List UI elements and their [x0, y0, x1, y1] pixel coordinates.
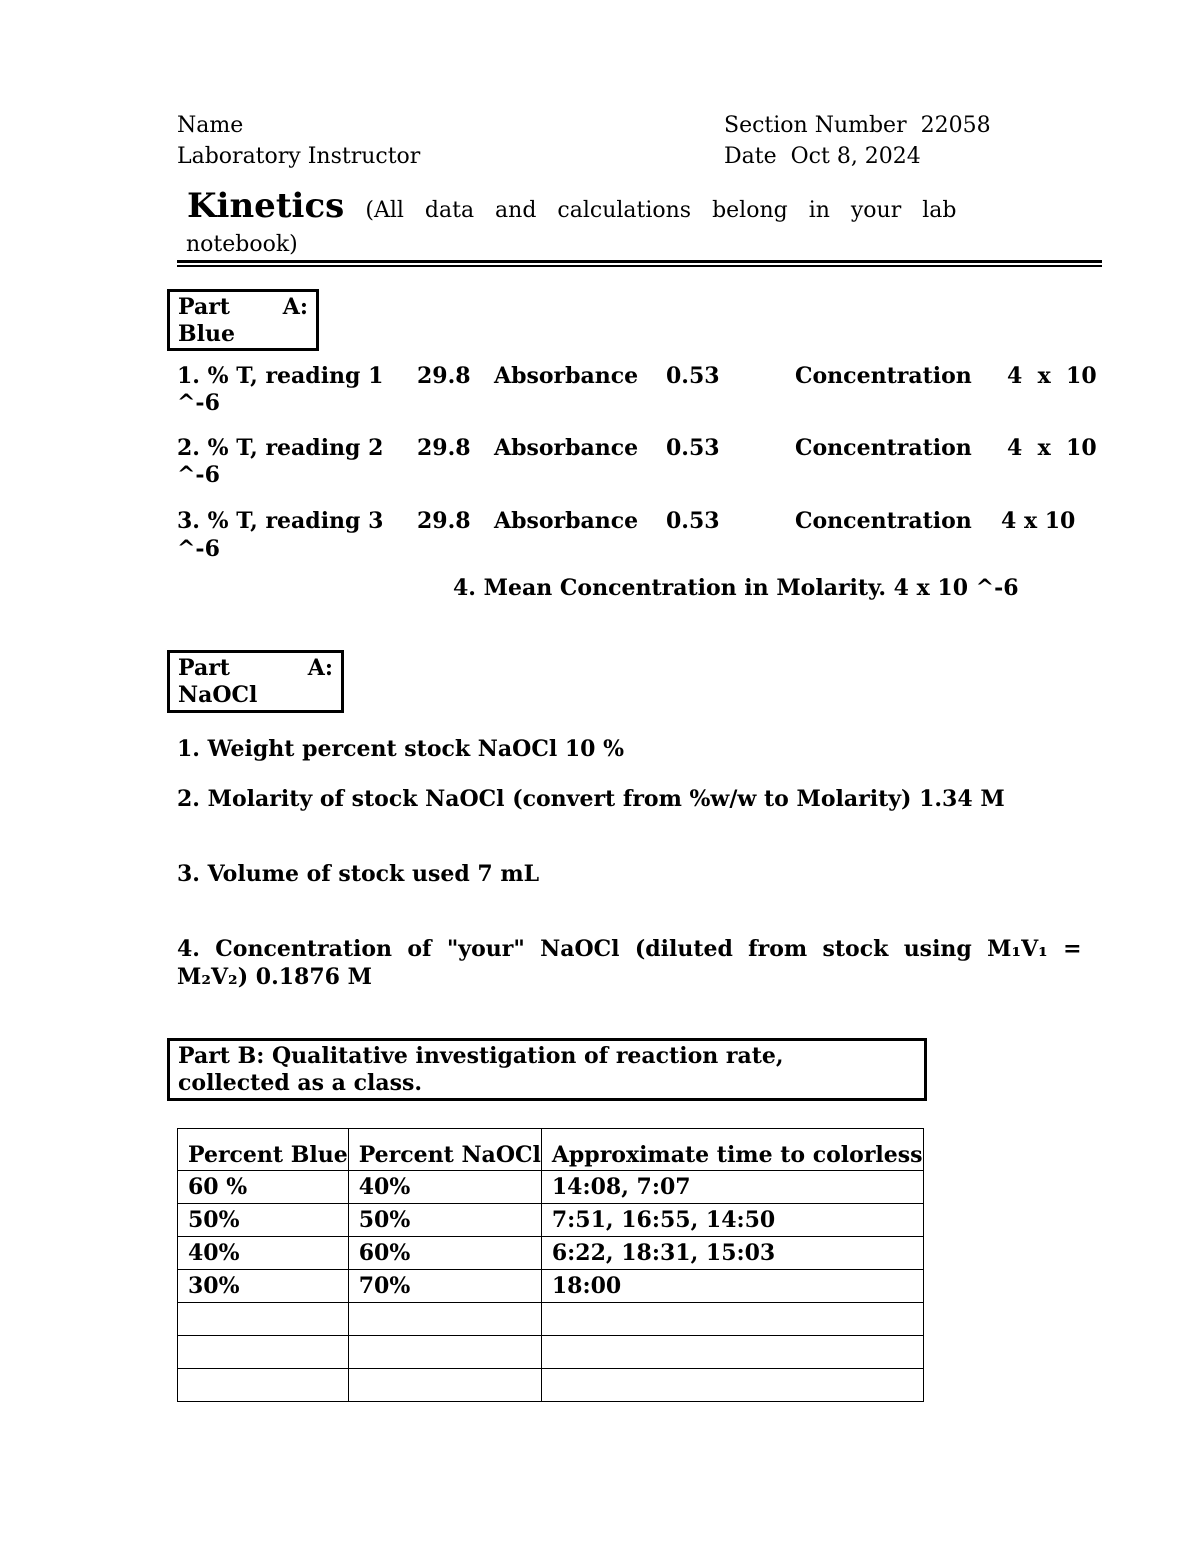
- cell-time: 6:22, 18:31, 15:03: [541, 1237, 923, 1270]
- absorbance-value: 0.53: [666, 508, 720, 534]
- table-header-row: [178, 1129, 924, 1171]
- reading-t-value: 29.8: [417, 363, 471, 389]
- reading-t-value: 29.8: [417, 435, 471, 461]
- title-main: Kinetics: [187, 186, 345, 226]
- part-b-box: [167, 1038, 927, 1101]
- table-row: [178, 1369, 924, 1402]
- table-row: [178, 1303, 924, 1336]
- name-label: Name: [177, 113, 244, 138]
- cell-percent-blue: [178, 1369, 349, 1402]
- absorbance-value: 0.53: [666, 363, 720, 389]
- cell-time: [541, 1336, 923, 1369]
- date-label: Date: [724, 144, 777, 169]
- instructor-label: Laboratory Instructor: [177, 144, 421, 169]
- cell-time: 18:00: [541, 1270, 923, 1303]
- page-title: [187, 186, 956, 226]
- part-a-naocl-subtitle: NaOCl: [178, 682, 258, 708]
- concentration-question: 4. Concentration of "your" NaOCl (diluted from stock using M₁V₁ =: [177, 936, 1082, 962]
- concentration-exponent: ^-6: [177, 390, 220, 416]
- cell-percent-naocl: 50%: [348, 1204, 541, 1237]
- reaction-rate-table: [177, 1128, 924, 1402]
- cell-percent-blue: [178, 1303, 349, 1336]
- title-note: (All data and calculations belong in your lab: [365, 198, 957, 223]
- concentration-label: Concentration: [795, 508, 972, 534]
- concentration-exponent: ^-6: [177, 536, 220, 562]
- cell-time: [541, 1303, 923, 1336]
- cell-percent-naocl: [348, 1303, 541, 1336]
- concentration-label: Concentration: [795, 363, 972, 389]
- divider-bottom: [177, 265, 1102, 267]
- mean-concentration: 4. Mean Concentration in Molarity. 4 x 10 ^-6: [453, 575, 1019, 601]
- divider-top: [177, 260, 1102, 263]
- absorbance-label: Absorbance: [494, 435, 639, 461]
- absorbance-value: 0.53: [666, 435, 720, 461]
- weight-percent-question: 1. Weight percent stock NaOCl 10 %: [177, 736, 625, 762]
- part-a-naocl-box: [167, 650, 344, 713]
- cell-time: [541, 1369, 923, 1402]
- cell-percent-blue: 50%: [178, 1204, 349, 1237]
- concentration-question-cont: M₂V₂) 0.1876 M: [177, 964, 372, 990]
- concentration-value: 4 x 10: [1007, 363, 1097, 389]
- section-value: 22058: [920, 113, 991, 138]
- molarity-question: 2. Molarity of stock NaOCl (convert from %w/w to Molarity) 1.34 M: [177, 786, 1005, 812]
- table-row: [178, 1171, 924, 1204]
- cell-percent-naocl: 70%: [348, 1270, 541, 1303]
- concentration-value: 4 x 10: [1007, 435, 1097, 461]
- cell-percent-naocl: 40%: [348, 1171, 541, 1204]
- reading-label: 2. % T, reading 2: [177, 435, 384, 461]
- part-a-blue-box: [167, 289, 319, 351]
- part-a-blue-subtitle: Blue: [178, 321, 235, 347]
- reading-label: 3. % T, reading 3: [177, 508, 384, 534]
- part-a-naocl-letter: A:: [307, 655, 333, 681]
- header-percent-naocl: Percent NaOCl: [348, 1129, 541, 1171]
- cell-percent-blue: 30%: [178, 1270, 349, 1303]
- part-a-blue-letter: A:: [282, 294, 308, 320]
- absorbance-label: Absorbance: [494, 363, 639, 389]
- cell-percent-blue: [178, 1336, 349, 1369]
- table-row: [178, 1336, 924, 1369]
- cell-percent-naocl: 60%: [348, 1237, 541, 1270]
- part-b-title: Part B: Qualitative investigation of reaction rate,: [178, 1043, 784, 1069]
- volume-question: 3. Volume of stock used 7 mL: [177, 861, 540, 887]
- cell-time: 7:51, 16:55, 14:50: [541, 1204, 923, 1237]
- section-number: [724, 113, 991, 138]
- table-row: [178, 1270, 924, 1303]
- table-row: [178, 1237, 924, 1270]
- date: [724, 144, 921, 169]
- date-value: Oct 8, 2024: [790, 144, 921, 169]
- title-note-cont: notebook): [186, 232, 298, 257]
- table-row: [178, 1204, 924, 1237]
- cell-time: 14:08, 7:07: [541, 1171, 923, 1204]
- reading-t-value: 29.8: [417, 508, 471, 534]
- cell-percent-naocl: [348, 1336, 541, 1369]
- concentration-value: 4 x 10: [1001, 508, 1076, 534]
- cell-percent-naocl: [348, 1369, 541, 1402]
- cell-percent-blue: 40%: [178, 1237, 349, 1270]
- concentration-exponent: ^-6: [177, 462, 220, 488]
- cell-percent-blue: 60 %: [178, 1171, 349, 1204]
- reading-label: 1. % T, reading 1: [177, 363, 384, 389]
- absorbance-label: Absorbance: [494, 508, 639, 534]
- part-a-naocl-label: Part: [178, 655, 230, 681]
- section-label: Section Number: [724, 113, 907, 138]
- part-b-subtitle: collected as a class.: [178, 1070, 423, 1096]
- concentration-label: Concentration: [795, 435, 972, 461]
- header-time-to-colorless: Approximate time to colorless: [541, 1129, 923, 1171]
- part-a-blue-label: Part: [178, 294, 230, 320]
- header-percent-blue: Percent Blue: [178, 1129, 349, 1171]
